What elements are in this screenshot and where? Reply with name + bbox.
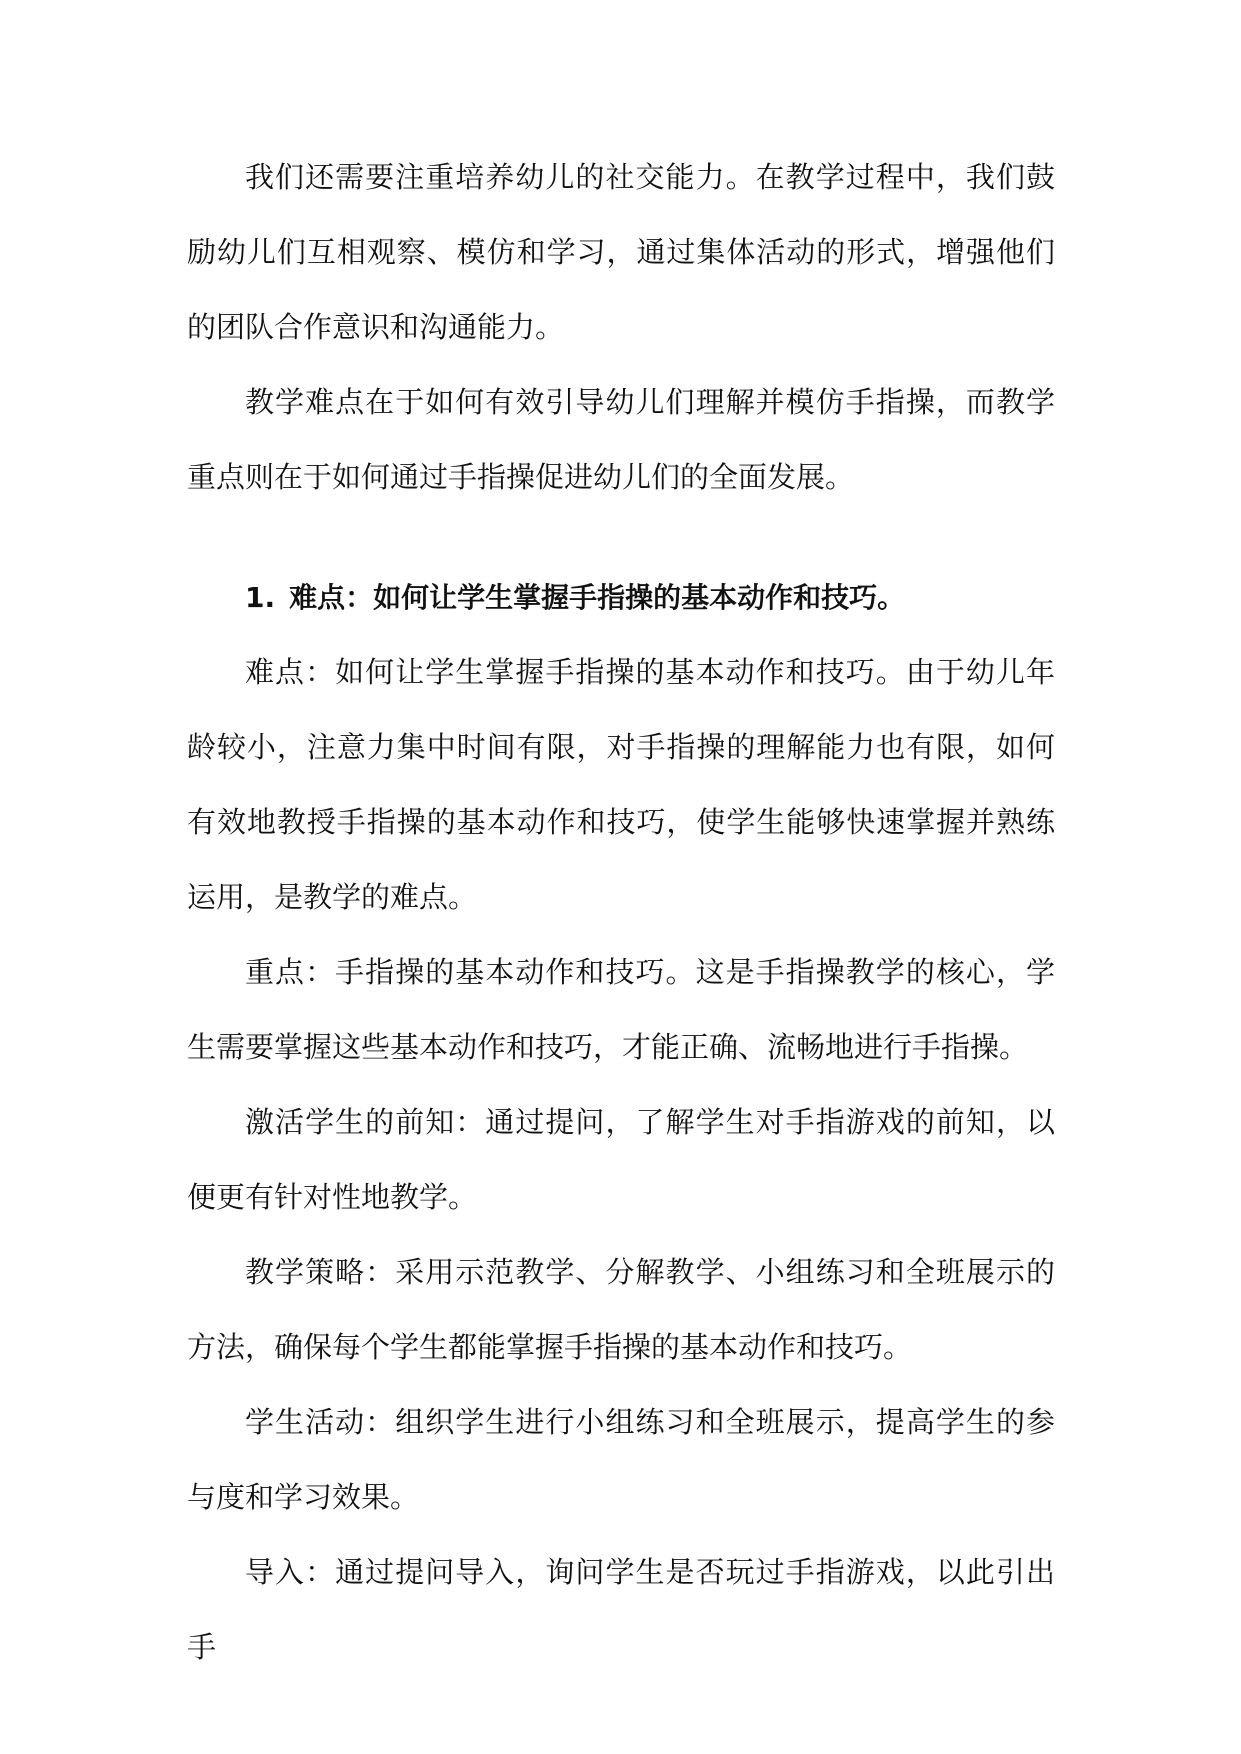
- paragraph-difficulty: 难点：如何让学生掌握手指操的基本动作和技巧。由于幼儿年龄较小，注意力集中时间有限，对手指操的理解能力也有限，如何有效地教授手指操的基本动作和技巧，使学生能够快速掌握并熟练运用，是教学的难点。: [187, 655, 1055, 914]
- section-heading-text: 难点：如何让学生掌握手指操的基本动作和技巧。: [289, 581, 906, 614]
- paragraph-prior-knowledge: 激活学生的前知：通过提问，了解学生对手指游戏的前知，以便更有针对性地教学。: [187, 1105, 1055, 1214]
- document-body: [187, 140, 1055, 1685]
- paragraph-key-point: 重点：手指操的基本动作和技巧。这是手指操教学的核心，学生需要掌握这些基本动作和技巧，才能正确、流畅地进行手指操。: [187, 955, 1055, 1064]
- paragraph-difficulty-overview: 教学难点在于如何有效引导幼儿们理解并模仿手指操，而教学重点则在于如何通过手指操促进幼儿们的全面发展。: [187, 385, 1055, 494]
- section-heading: [187, 560, 1055, 635]
- paragraph-student-activity: 学生活动：组织学生进行小组练习和全班展示，提高学生的参与度和学习效果。: [187, 1405, 1055, 1514]
- paragraph-social-skills: 我们还需要注重培养幼儿的社交能力。在教学过程中，我们鼓励幼儿们互相观察、模仿和学习，通过集体活动的形式，增强他们的团队合作意识和沟通能力。: [187, 160, 1055, 344]
- paragraph-introduction: 导入：通过提问导入，询问学生是否玩过手指游戏，以此引出手: [187, 1555, 1055, 1664]
- paragraph-teaching-strategy: 教学策略：采用示范教学、分解教学、小组练习和全班展示的方法，确保每个学生都能掌握手指操的基本动作和技巧。: [187, 1255, 1055, 1364]
- section-heading-number: 1.: [245, 581, 276, 614]
